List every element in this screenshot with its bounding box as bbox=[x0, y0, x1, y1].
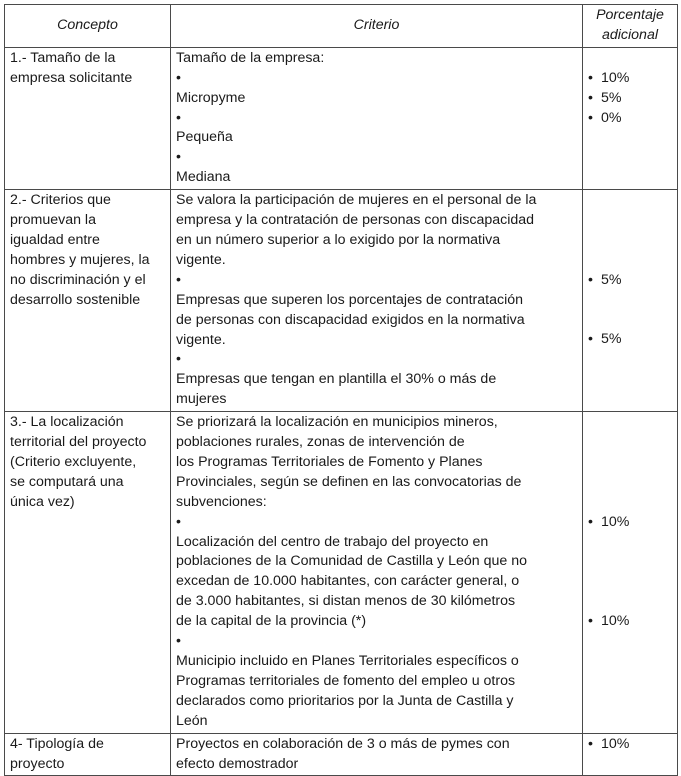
criterion-text: Se priorizará la localización en municipios mineros, bbox=[176, 414, 498, 431]
percentage-spacer bbox=[588, 652, 672, 672]
criterion-bullet-line: de personas con discapacidad exigidos en la normativa bbox=[176, 311, 525, 328]
concept-text: proyecto bbox=[10, 755, 65, 772]
header-porcentaje-line: Porcentaje bbox=[596, 7, 664, 23]
criterion-cell bbox=[171, 190, 583, 412]
criterion-cell bbox=[171, 47, 583, 189]
criterion-text: efecto demostrador bbox=[176, 755, 299, 772]
percentage-spacer bbox=[588, 433, 672, 453]
criterion-bullet bbox=[176, 148, 577, 188]
percentage-cell bbox=[583, 190, 678, 412]
criterion-text: vigente. bbox=[176, 251, 226, 268]
percentage-spacer bbox=[588, 211, 672, 231]
percentage-spacer bbox=[588, 350, 672, 370]
percentage-spacer bbox=[588, 672, 672, 692]
criterion-text: poblaciones rurales, zonas de intervención de bbox=[176, 434, 465, 451]
percentage-value: • 0% bbox=[588, 109, 672, 129]
concept-text: promuevan la bbox=[10, 212, 96, 229]
concept-cell bbox=[5, 412, 171, 734]
percentage-value: • 10% bbox=[588, 735, 672, 755]
criterion-bullet bbox=[176, 513, 577, 632]
criterion-text: Provinciales, según se definen en las convocatorias de bbox=[176, 473, 522, 490]
criterion-bullet-line: León bbox=[176, 712, 208, 729]
percentage-value: • 5% bbox=[588, 330, 672, 350]
header-row bbox=[5, 5, 678, 48]
percentage-spacer bbox=[588, 552, 672, 572]
percentage-spacer bbox=[588, 413, 672, 433]
concept-text: igualdad entre bbox=[10, 231, 100, 248]
criterion-cell bbox=[171, 733, 583, 776]
concept-text: 3.- La localización bbox=[10, 414, 124, 431]
criterion-bullet-line: poblaciones de la Comunidad de Castilla y León que no bbox=[176, 553, 527, 570]
percentage-spacer bbox=[588, 532, 672, 552]
criterion-text: en un número superior a lo exigido por la normativa bbox=[176, 231, 501, 248]
header-concepto: Concepto bbox=[5, 5, 171, 48]
criterion-bullet-line: mujeres bbox=[176, 391, 227, 408]
criterion-bullet-line: Programas territoriales de fomento del empleo u otros bbox=[176, 672, 516, 689]
percentage-spacer bbox=[588, 632, 672, 652]
percentage-value: • 10% bbox=[588, 513, 672, 533]
percentage-value: • 5% bbox=[588, 271, 672, 291]
percentage-spacer bbox=[588, 231, 672, 251]
header-porcentaje-line: adicional bbox=[601, 26, 658, 43]
percentage-spacer bbox=[588, 251, 672, 271]
concept-text: 1.- Tamaño de la bbox=[10, 49, 116, 66]
criteria-table bbox=[4, 4, 678, 776]
percentage-spacer bbox=[588, 493, 672, 513]
percentage-spacer bbox=[588, 453, 672, 473]
percentage-spacer bbox=[588, 49, 672, 69]
percentage-cell bbox=[583, 733, 678, 776]
criterion-text: Tamaño de la empresa: bbox=[176, 49, 325, 66]
criterion-bullet-line: • Pequeña bbox=[176, 129, 233, 146]
concept-cell bbox=[5, 190, 171, 412]
criterion-bullet-line: • Mediana bbox=[176, 169, 231, 186]
concept-text: 2.- Criterios que bbox=[10, 192, 111, 209]
concept-cell bbox=[5, 47, 171, 189]
percentage-value: • 5% bbox=[588, 89, 672, 109]
concept-text: única vez) bbox=[10, 493, 75, 510]
criterion-cell bbox=[171, 412, 583, 734]
percentage-spacer bbox=[588, 572, 672, 592]
percentage-spacer bbox=[588, 473, 672, 493]
criterion-bullet bbox=[176, 632, 577, 732]
table-body bbox=[5, 47, 678, 776]
table-row bbox=[5, 733, 678, 776]
concept-text: hombres y mujeres, la bbox=[10, 251, 150, 268]
criterion-bullet-line: • Micropyme bbox=[176, 89, 246, 106]
criterion-bullet-line: • Municipio incluido en Planes Territoriales específicos o bbox=[176, 653, 519, 669]
table-row bbox=[5, 412, 678, 734]
percentage-value: • 10% bbox=[588, 612, 672, 632]
criterion-bullet-line: excedan de 10.000 habitantes, con carácter general, o bbox=[176, 573, 520, 590]
criterion-bullet-line: de la capital de la provincia (*) bbox=[176, 613, 367, 630]
concept-text: (Criterio excluyente, bbox=[10, 453, 137, 470]
criterion-text: Se valora la participación de mujeres en el personal de la bbox=[176, 192, 537, 209]
percentage-spacer bbox=[588, 291, 672, 311]
concept-text: no discriminación y el bbox=[10, 271, 146, 288]
table-row bbox=[5, 190, 678, 412]
percentage-value: • 10% bbox=[588, 69, 672, 89]
concept-text: 4- Tipología de bbox=[10, 735, 104, 752]
criterion-text: Proyectos en colaboración de 3 o más de pymes con bbox=[176, 735, 510, 752]
criterion-bullet bbox=[176, 271, 577, 351]
percentage-cell bbox=[583, 412, 678, 734]
concept-text: empresa solicitante bbox=[10, 69, 133, 86]
criterion-bullet bbox=[176, 350, 577, 410]
concept-cell bbox=[5, 733, 171, 776]
criterion-bullet bbox=[176, 109, 577, 149]
concept-text: desarrollo sostenible bbox=[10, 291, 141, 308]
criterion-bullet-line: vigente. bbox=[176, 331, 226, 348]
criterion-bullet-line: • Localización del centro de trabajo del proyecto en bbox=[176, 533, 489, 550]
criterion-bullet-line: • Empresas que tengan en plantilla el 30% o más de bbox=[176, 371, 497, 388]
percentage-cell bbox=[583, 47, 678, 189]
criterion-bullet-line: • Empresas que superen los porcentajes de contratación bbox=[176, 291, 524, 308]
criterion-bullet-line: declarados como prioritarios por la Junta de Castilla y bbox=[176, 692, 514, 709]
criterion-bullet-line: de 3.000 habitantes, si distan menos de 30 kilómetros bbox=[176, 593, 516, 610]
criterion-text: subvenciones: bbox=[176, 493, 267, 510]
percentage-spacer bbox=[588, 311, 672, 331]
criterion-text: empresa y la contratación de personas con discapacidad bbox=[176, 212, 535, 229]
table-row bbox=[5, 47, 678, 189]
percentage-spacer bbox=[588, 592, 672, 612]
concept-text: territorial del proyecto bbox=[10, 434, 147, 451]
concept-text: se computará una bbox=[10, 473, 124, 490]
percentage-spacer bbox=[588, 191, 672, 211]
criterion-bullet bbox=[176, 69, 577, 109]
header-criterio: Criterio bbox=[171, 5, 583, 48]
criterion-text: los Programas Territoriales de Fomento y Planes bbox=[176, 453, 483, 470]
header-porcentaje bbox=[583, 5, 678, 48]
